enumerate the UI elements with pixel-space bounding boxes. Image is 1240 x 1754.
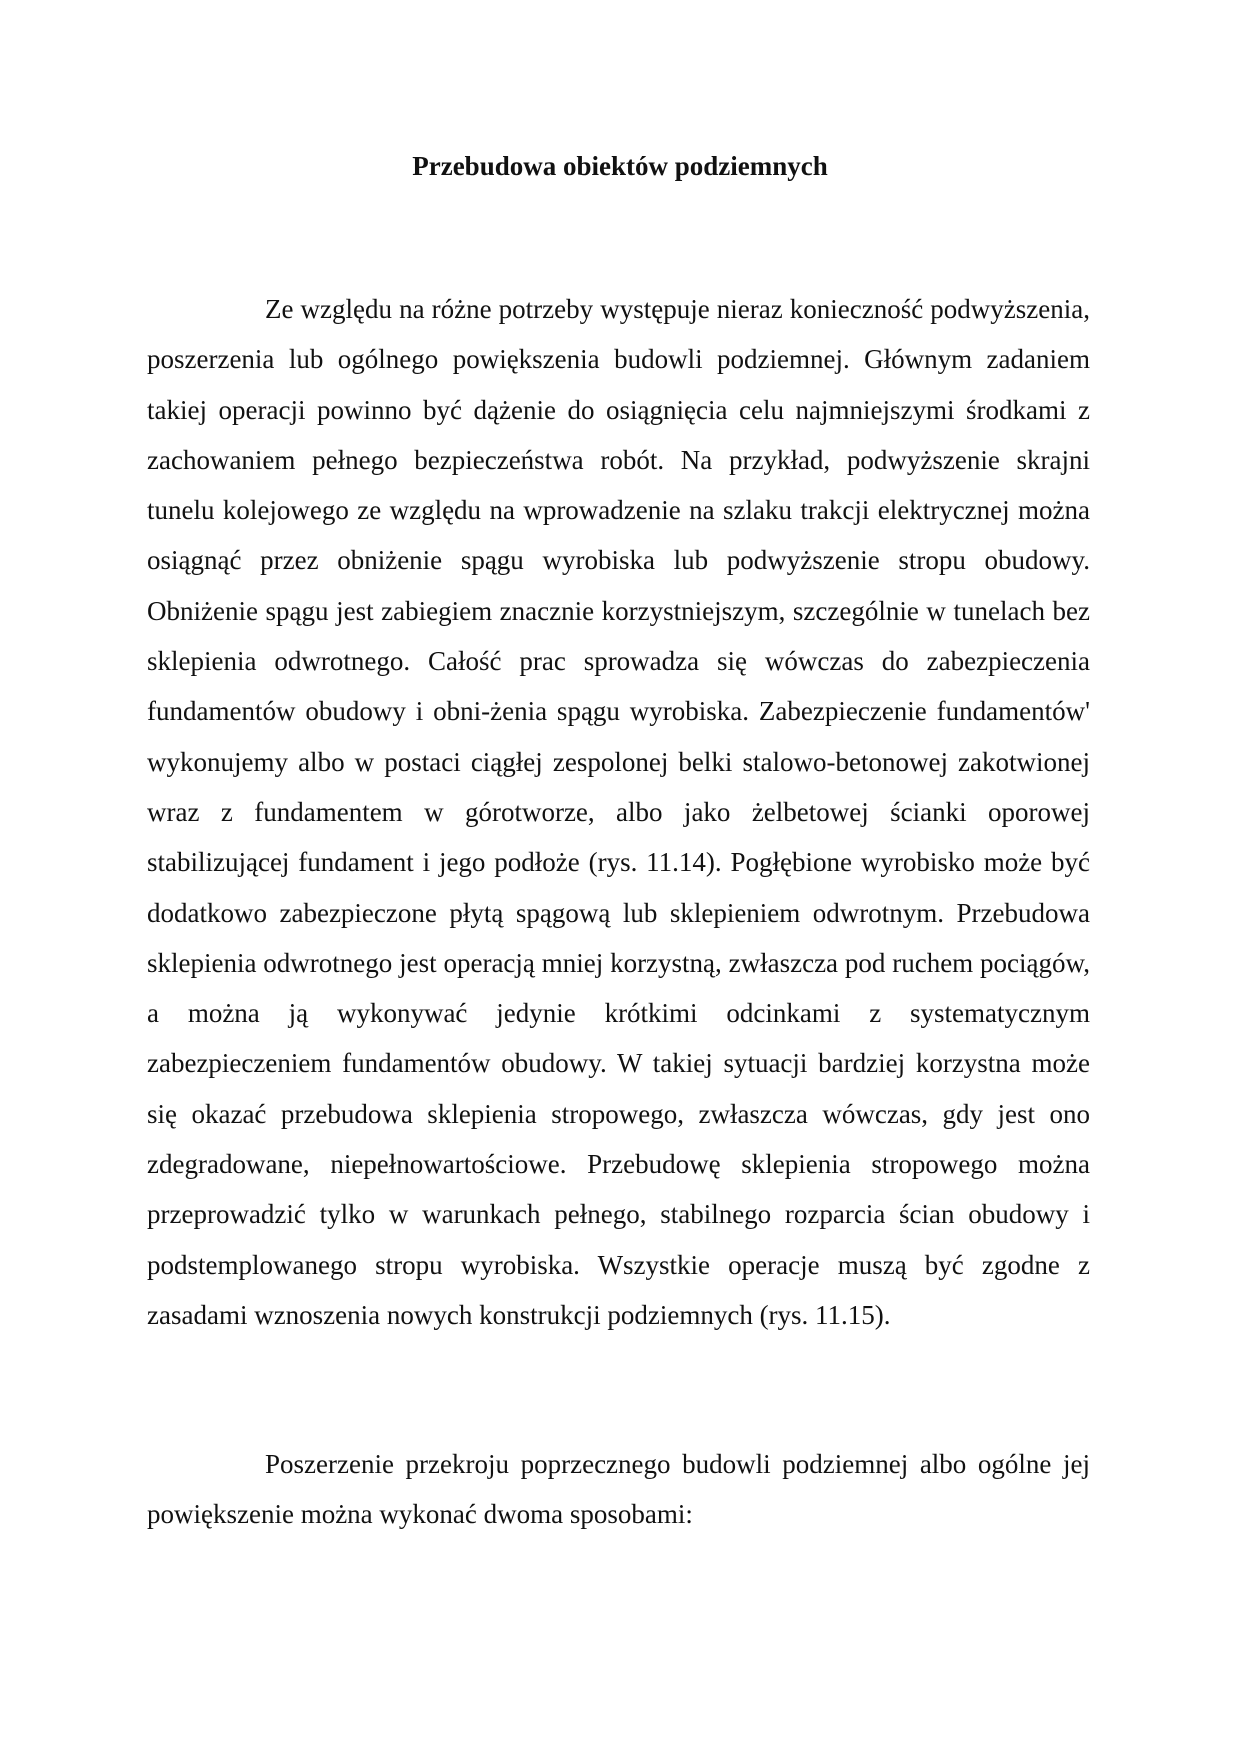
page-title: Przebudowa obiektów podziemnych [412, 151, 828, 181]
paragraph-2: Poszerzenie przekroju poprzecznego budowli podziemnej albo ogólne jej powiększenie można wykonać dwoma sposobami: [147, 1449, 1090, 1530]
paragraph-1: Ze względu na różne potrzeby występuje nieraz konieczność podwyższenia, poszerzenia lub ogólnego powiększenia budowli podziemnej. Głównym zadaniem takiej operacji powinno być dążenie do osiągnięcia celu najmniejszymi środkami z zachowaniem pełnego bezpieczeństwa robót. Na przykład, podwyższenie skrajni tunelu kolejowego ze względu na wprowadzenie na szlaku trakcji elektrycznej można osiągnąć przez obniżenie spągu wyrobiska lub podwyższenie stropu obudowy. Obniżenie spągu jest zabiegiem znacznie korzystniejszym, szczególnie w tunelach bez sklepienia odwrotnego. Całość prac sprowadza się wówczas do zabezpieczenia fundamentów obudowy i obni-żenia spągu wyrobiska. Zabezpieczenie fundamentów' wykonujemy albo w postaci ciągłej zespolonej belki stalowo-betonowej zakotwionej wraz z fundamentem w górotworze, albo jako żelbetowej ścianki oporowej stabilizującej fundament i jego podłoże (rys. 11.14). Pogłębione wyrobisko może być dodatkowo zabezpieczone płytą spągową lub sklepieniem odwrotnym. Przebudowa sklepienia odwrotnego jest operacją mniej korzystną, zwłaszcza pod ruchem pociągów, a można ją wykonywać jedynie krótkimi odcinkami z systematycznym zabezpieczeniem fundamentów obudowy. W takiej sytuacji bardziej korzystna może się okazać przebudowa sklepienia stropowego, zwłaszcza wówczas, gdy jest ono zdegradowane, niepełnowartościowe. Przebudowę sklepienia stropowego można przeprowadzić tylko w warunkach pełnego, stabilnego rozparcia ścian obudowy i podstemplowanego stropu wyrobiska. Wszystkie operacje muszą być zgodne z zasadami wznoszenia nowych konstrukcji podziemnych (rys. 11.15). [147, 294, 1090, 1330]
